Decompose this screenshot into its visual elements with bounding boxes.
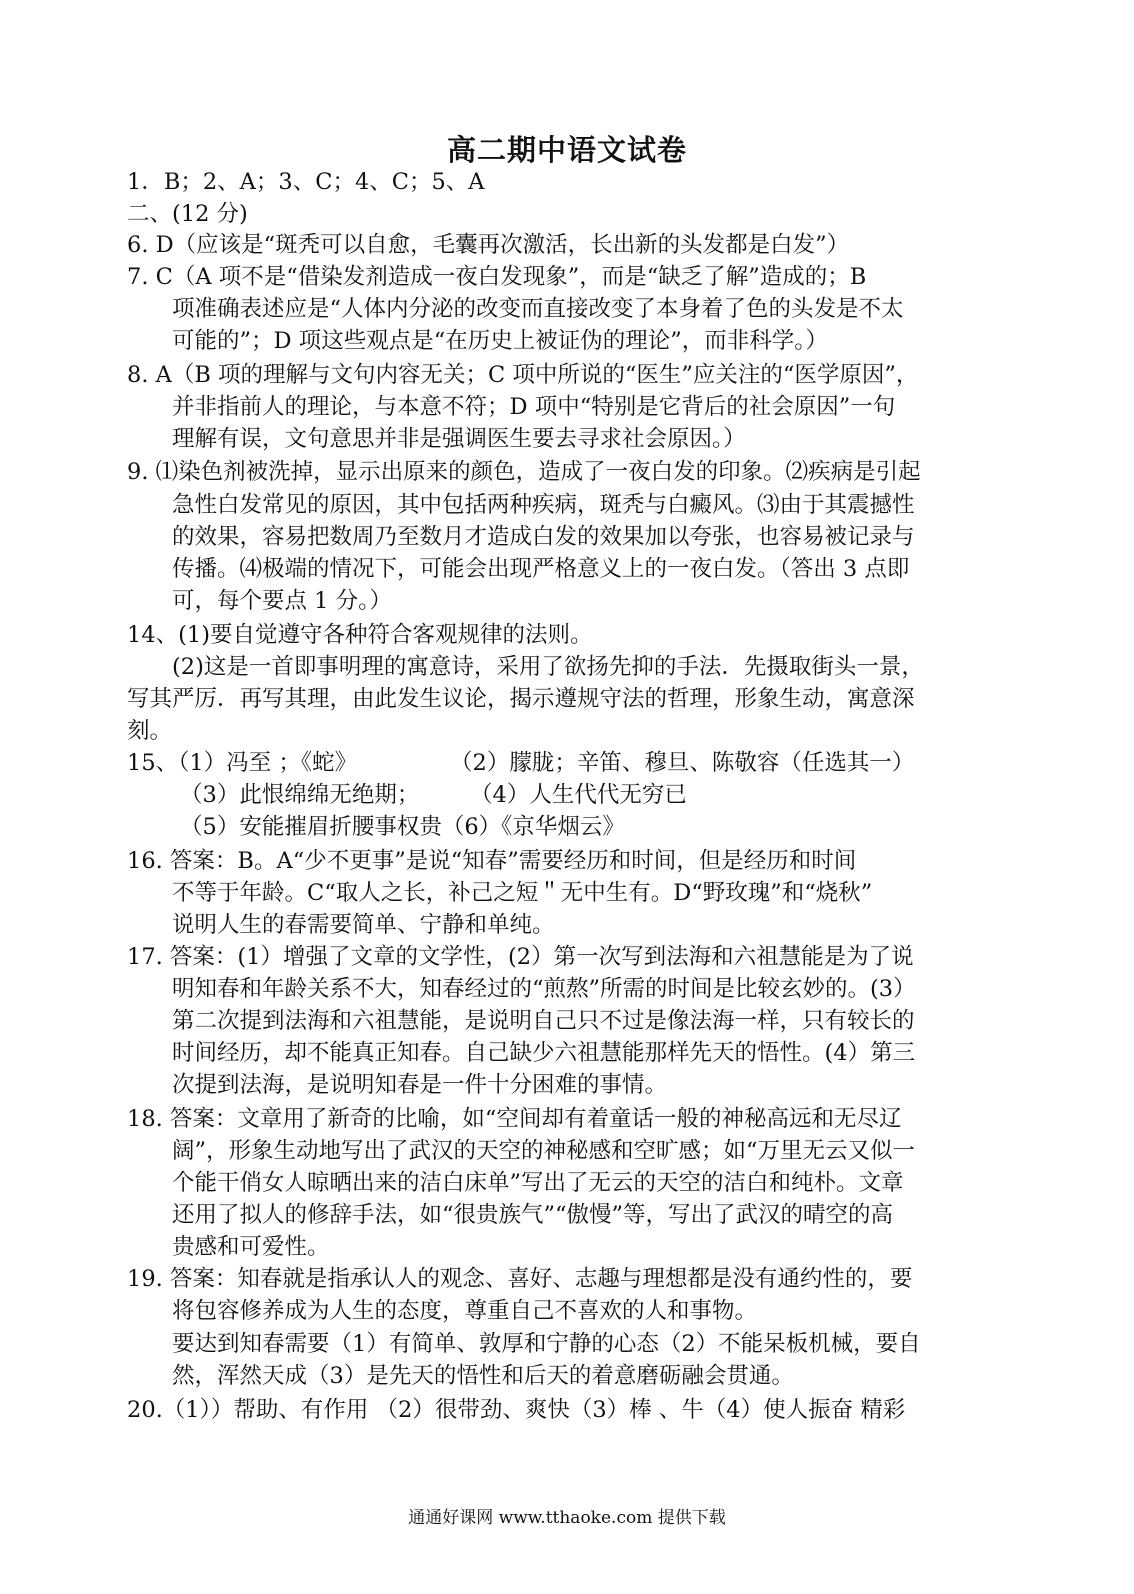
answer-line: 6. D（应该是“斑秃可以自愈，毛囊再次激活，长出新的头发都是白发”） — [127, 232, 850, 258]
answer-line: 18. 答案：文章用了新奇的比喻，如“空间却有着童话一般的神秘高远和无尽辽 — [127, 1106, 902, 1132]
answer-line: 急性白发常见的原因，其中包括两种疾病，斑秃与白癜风。⑶由于其震撼性 — [172, 492, 915, 518]
answer-line: 9. ⑴染色剂被洗掉，显示出原来的颜色，造成了一夜白发的印象。⑵疾病是引起 — [127, 459, 921, 485]
answer-line: 时间经历，却不能真正知春。自己缺少六祖慧能那样先天的悟性。(4）第三 — [172, 1040, 916, 1066]
answer-line: 1．B；2、A；3、C；4、C；5、A — [127, 169, 485, 195]
answer-line: 阔”，形象生动地写出了武汉的天空的神秘感和空旷感；如“万里无云又似一 — [172, 1138, 916, 1164]
answer-line: （5）安能摧眉折腰事权贵（6）《京华烟云》 — [180, 814, 625, 840]
answer-line: 8. A（B 项的理解与文句内容无关；C 项中所说的“医生”应关注的“医学原因”， — [127, 362, 919, 388]
answer-line: 要达到知春需要（1）有简单、敦厚和宁静的心态（2）不能呆板机械，要自 — [172, 1331, 921, 1357]
answer-line: 次提到法海，是说明知春是一件十分困难的事情。 — [172, 1072, 668, 1098]
answer-line: 并非指前人的理论，与本意不符；D 项中“特别是它背后的社会原因”一句 — [172, 394, 896, 420]
answer-line: 20.（1））帮助、有作用 （2）很带劲、爽快（3）棒 、牛（4）使人振奋 精彩 — [127, 1397, 906, 1423]
answer-line: 可能的”；D 项这些观点是“在历史上被证伪的理论”，而非科学。） — [172, 328, 828, 354]
answer-line: 个能干俏女人晾晒出来的洁白床单”写出了无云的天空的洁白和纯朴。文章 — [172, 1170, 904, 1196]
answer-line: 7. C（A 项不是“借染发剂造成一夜白发现象”，而是“缺乏了解”造成的；B — [127, 264, 867, 290]
answer-line: 17. 答案：(1）增强了文章的文学性，(2）第一次写到法海和六祖慧能是为了说 — [127, 944, 914, 970]
answer-line: 明知春和年龄关系不大，知春经过的“煎熬”所需的时间是比较玄妙的。(3） — [172, 976, 916, 1002]
answer-line: 然，浑然天成（3）是先天的悟性和后天的着意磨砺融会贯通。 — [172, 1363, 794, 1389]
answer-line: 理解有误，文句意思并非是强调医生要去寻求社会原因。） — [172, 426, 746, 452]
answer-line: 不等于年龄。C“取人之长，补己之短＂无中生有。D“野玫瑰”和“烧秋” — [172, 880, 873, 906]
answer-line: 刻。 — [127, 718, 173, 744]
answer-line: 传播。⑷极端的情况下，可能会出现严格意义上的一夜白发。（答出 3 点即 — [172, 556, 910, 582]
answer-line: (2)这是一首即事明理的寓意诗，采用了欲扬先抑的手法．先摄取街头一景， — [172, 654, 924, 680]
answer-line: （3）此恨绵绵无绝期； — [180, 782, 420, 808]
answer-line: 可，每个要点 1 分。） — [172, 588, 392, 614]
answer-line: 说明人生的春需要简单、宁静和单纯。 — [172, 912, 555, 938]
page-title: 高二期中语文试卷 — [446, 133, 687, 167]
answer-line: 项准确表述应是“人体内分泌的改变而直接改变了本身着了色的头发是不太 — [172, 296, 904, 322]
answer-line: 19. 答案：知春就是指承认人的观念、喜好、志趣与理想都是没有通约性的，要 — [127, 1266, 913, 1292]
answer-line: 将包容修养成为人生的态度，尊重自己不喜欢的人和事物。 — [172, 1298, 758, 1324]
answer-line: 第二次提到法海和六祖慧能，是说明自己只不过是像法海一样，只有较长的 — [172, 1008, 915, 1034]
answer-line: （4）人生代代无穷已 — [470, 782, 687, 808]
answer-line: （2）朦胧；辛笛、穆旦、陈敬容（任选其一） — [450, 750, 915, 776]
footer-source: 通通好课网 www.tthaoke.com 提供下载 — [408, 1508, 726, 1528]
answer-line: 还用了拟人的修辞手法，如“很贵族气”“傲慢”等，写出了武汉的晴空的高 — [172, 1202, 894, 1228]
answer-line: 14、(1)要自觉遵守各种符合客观规律的法则。 — [127, 622, 593, 648]
answer-line: 写其严厉．再写其理，由此发生议论，揭示遵规守法的哲理，形象生动，寓意深 — [127, 686, 915, 712]
answer-line: 贵感和可爱性。 — [172, 1234, 330, 1260]
answer-line: 15、（1）冯至 ；《蛇》 — [127, 750, 358, 776]
answer-line: 16. 答案：B。A“少不更事”是说“知春”需要经历和时间，但是经历和时间 — [127, 848, 857, 874]
answer-line: 的效果，容易把数周乃至数月才造成白发的效果加以夸张，也容易被记录与 — [172, 524, 915, 550]
section-heading: 二、(12 分) — [127, 201, 248, 227]
